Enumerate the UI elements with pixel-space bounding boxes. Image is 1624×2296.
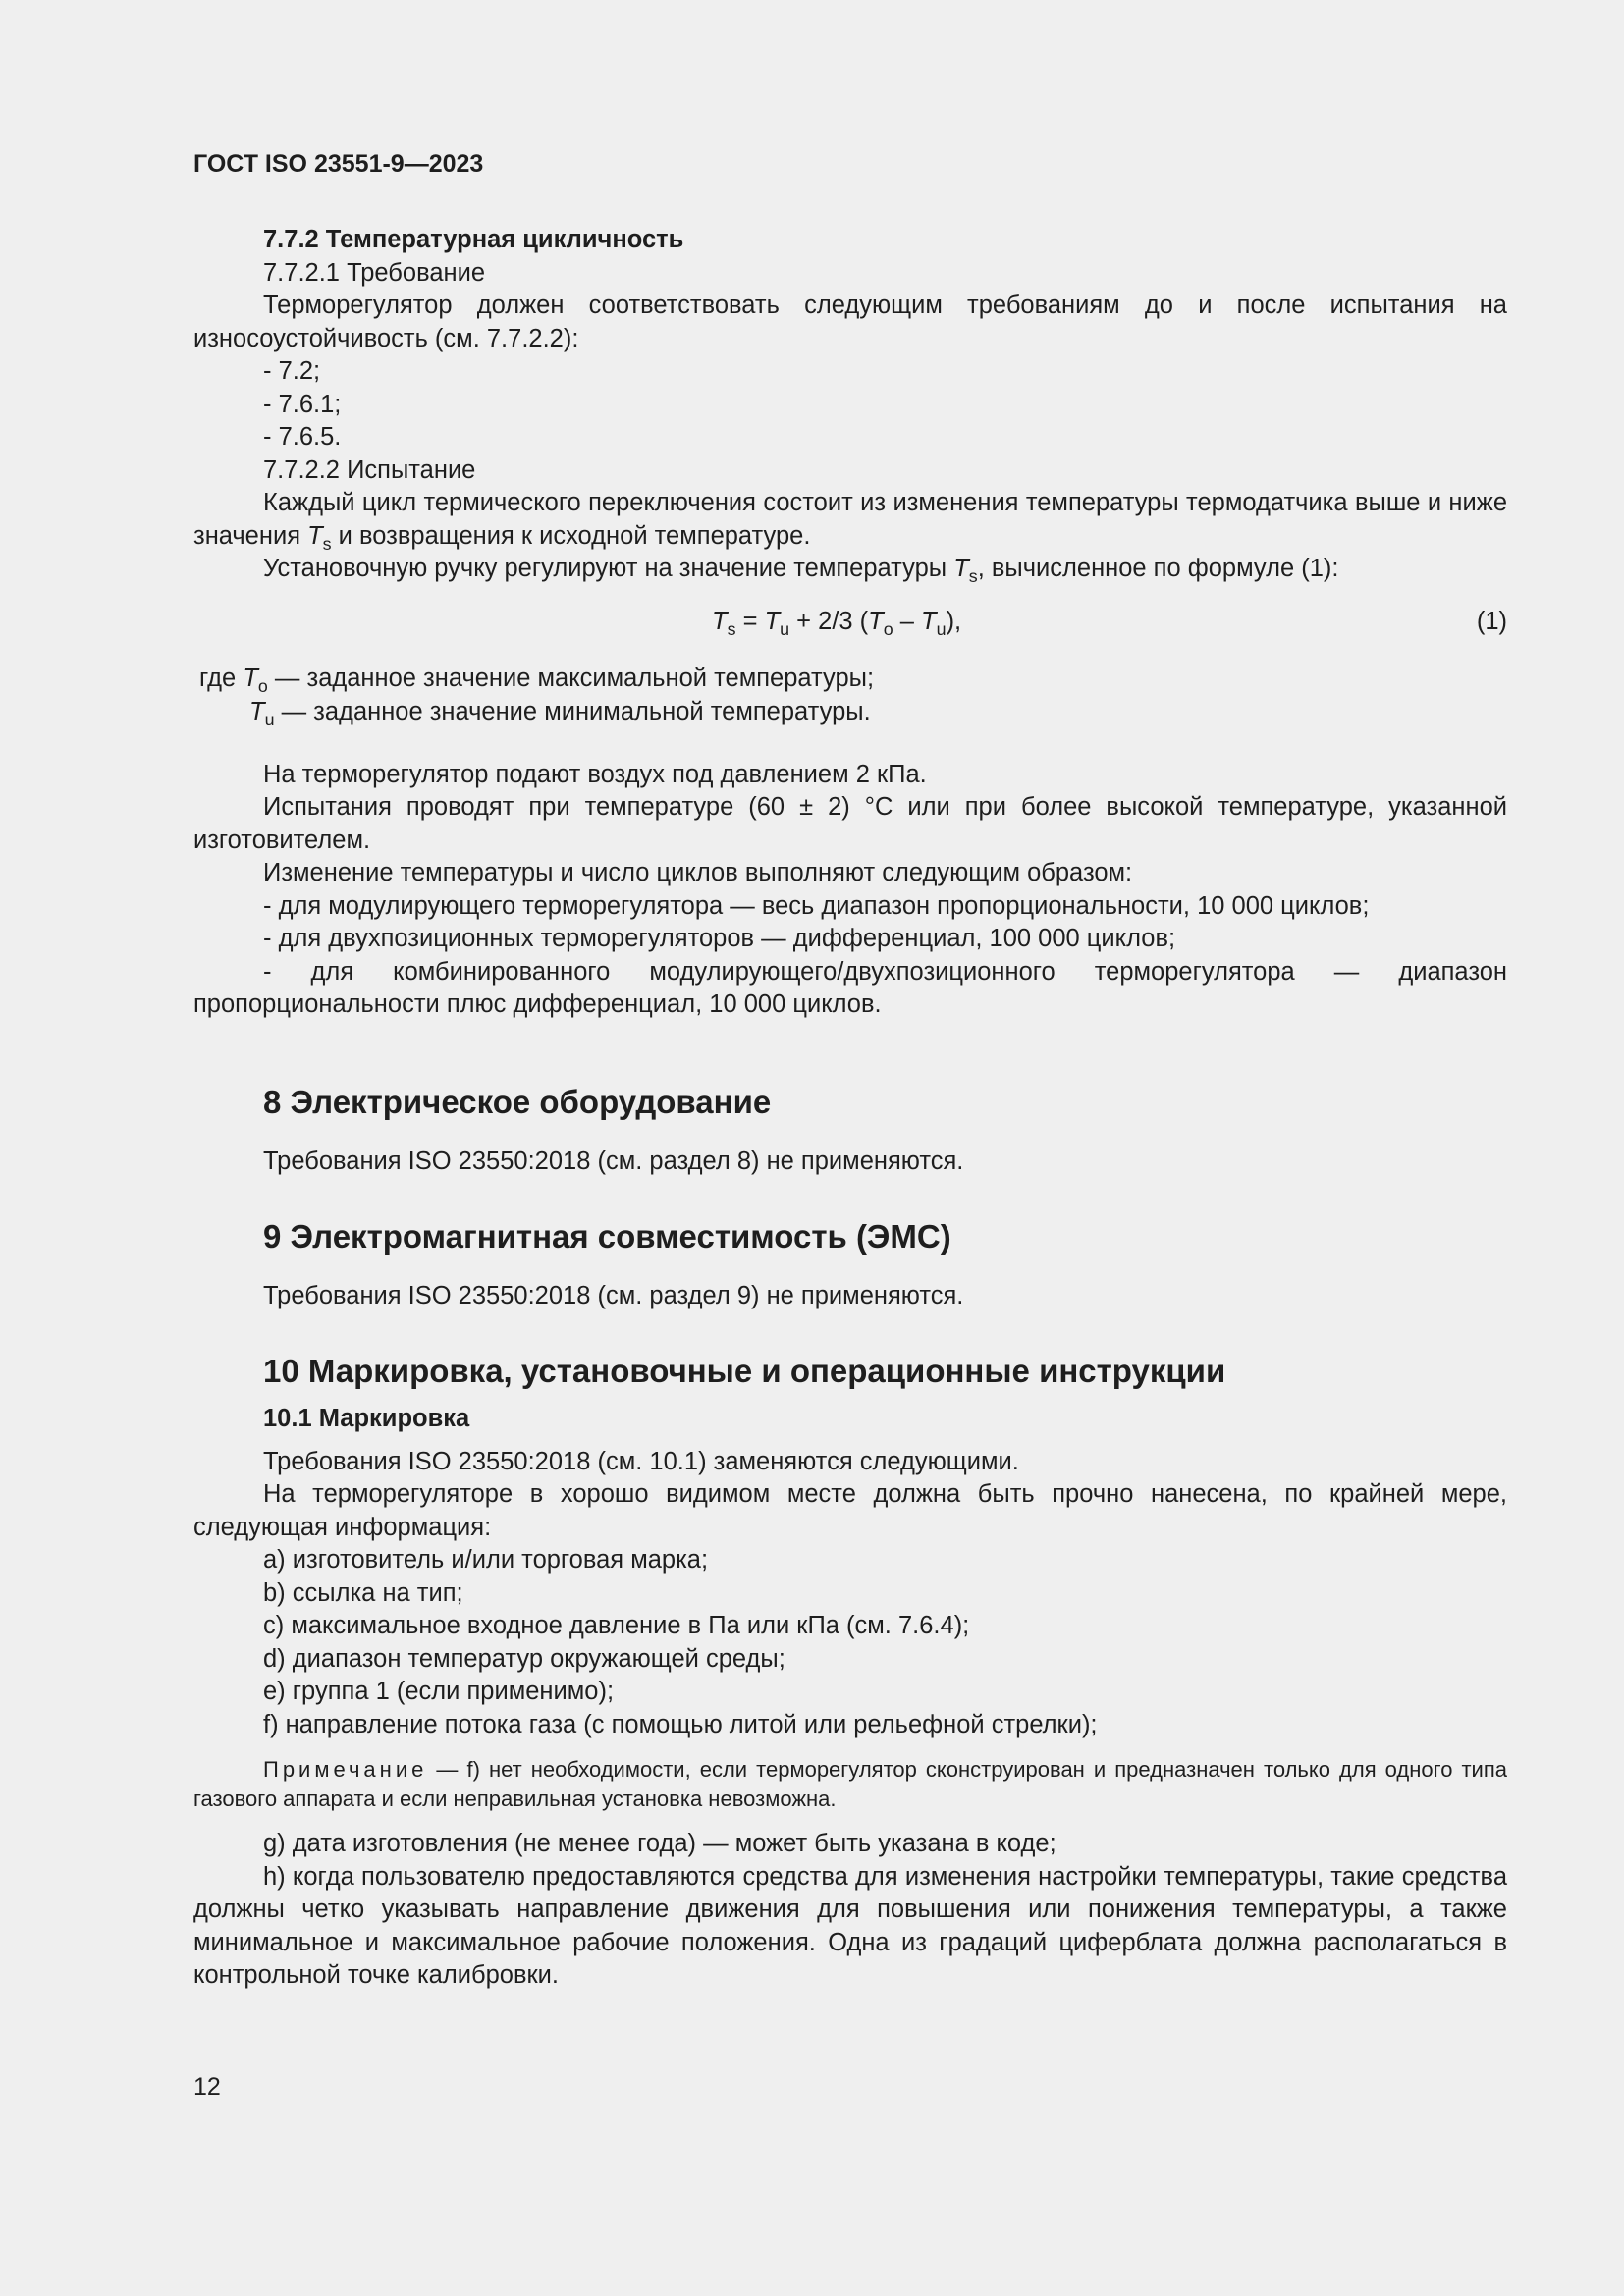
marking-item: c) максимальное входное давление в Па или кПа (см. 7.6.4); <box>263 1612 970 1639</box>
formula-1 <box>193 608 1507 649</box>
section-10 <box>193 1352 1507 1993</box>
info-text: На терморегуляторе в хорошо видимом месте должна быть прочно нанесена, по крайней мере, следующая информация: <box>193 1480 1507 1541</box>
section-9-title: 9 Электромагнитная совместимость (ЭМС) <box>263 1218 951 1255</box>
air-pressure-text: На терморегулятор подают воздух под давлением 2 кПа. <box>263 760 927 788</box>
section-9-text: Требования ISO 23550:2018 (см. раздел 9) не применяются. <box>263 1282 964 1309</box>
marking-item: b) ссылка на тип; <box>263 1578 463 1607</box>
requirement-item: - 7.2; <box>263 357 321 385</box>
marking-item: f) направление потока газа (с помощью литой или рельефной стрелки); <box>263 1710 1098 1738</box>
document-header: ГОСТ ISO 23551-9—2023 <box>193 150 484 178</box>
test-cycle-text: Каждый цикл термического переключения состоит из изменения температуры термодатчика выше и ниже значения $T_s$ и возвращения к исходной температуре. <box>193 489 1507 554</box>
requirement-text: Терморегулятор должен соответствовать следующим требованиям до и после испытания на износоустойчивость (см. 7.7.2.2): <box>193 292 1507 352</box>
section-8-text: Требования ISO 23550:2018 (см. раздел 8) не применяются. <box>263 1148 964 1175</box>
requirement-item: - 7.6.1; <box>263 390 342 418</box>
formula-legend <box>193 665 1507 733</box>
formula-expression: $T_s = T_u + 2/3$ $(T_o - T_u)$, <box>712 607 962 639</box>
knob-setting-text: Установочную ручку регулируют на значение температуры $T_s$, вычисленное по формуле (1): <box>263 555 1339 586</box>
cycles-item: - для комбинированного модулирующего/двухпозиционного терморегулятора — диапазон пропорциональности плюс дифференциал, 10 000 циклов. <box>193 957 1507 1018</box>
requirement-item: - 7.6.5. <box>263 423 342 451</box>
marking-item: e) группа 1 (если применимо); <box>263 1678 615 1705</box>
section-10-title: 10 Маркировка, установочные и операционные инструкции <box>263 1353 1226 1389</box>
requirement-title: 7.7.2.1 Требование <box>263 258 486 287</box>
legend-t-u: $T_u$ — заданное значение минимальной температуры. <box>249 697 871 729</box>
formula-number: (1) <box>1476 607 1507 635</box>
section-7-7-2-title: 7.7.2 Температурная цикличность <box>263 226 684 253</box>
note <box>193 1755 1507 1814</box>
legend-t-o: где $T_o$ — заданное значение максимальной температуры; <box>199 664 875 696</box>
note-label: Примечание <box>263 1757 428 1782</box>
section-7-7-2 <box>193 224 1507 1022</box>
replace-text: Требования ISO 23550:2018 (см. 10.1) заменяются следующими. <box>263 1447 1019 1475</box>
section-9 <box>193 1217 1507 1313</box>
cycles-item: - для модулирующего терморегулятора — весь диапазон пропорциональности, 10 000 циклов; <box>263 891 1370 920</box>
test-temperature-text: Испытания проводят при температуре (60 ± 2) °С или при более высокой температуре, указанной изготовителем. <box>193 793 1507 854</box>
page-number: 12 <box>193 2073 221 2101</box>
cycles-intro: Изменение температуры и число циклов выполняют следующим образом: <box>263 859 1133 886</box>
marking-item: h) когда пользователю предоставляются средства для изменения настройки температуры, такие средства должны четко указывать направление движения для повышения или понижения температуры, а также минимальное и максимальное рабочие положения. Одна из градаций циферблата должна располагаться в контрольной точке калибровки. <box>193 1862 1507 1989</box>
note-text: — f) нет необходимости, если терморегулятор сконструирован и предназначен только для одного типа газового аппарата и если неправильная установка невозможна. <box>193 1757 1507 1811</box>
section-10-1-title: 10.1 Маркировка <box>263 1405 470 1432</box>
cycles-item: - для двухпозиционных терморегуляторов — дифференциал, 100 000 циклов; <box>263 925 1176 952</box>
marking-item: a) изготовитель и/или торговая марка; <box>263 1546 709 1574</box>
section-8 <box>193 1083 1507 1179</box>
section-8-title: 8 Электрическое оборудование <box>263 1084 772 1120</box>
marking-item: d) диапазон температур окружающей среды; <box>263 1644 785 1673</box>
test-title: 7.7.2.2 Испытание <box>263 455 476 484</box>
marking-item: g) дата изготовления (не менее года) — может быть указана в коде; <box>263 1830 1056 1857</box>
